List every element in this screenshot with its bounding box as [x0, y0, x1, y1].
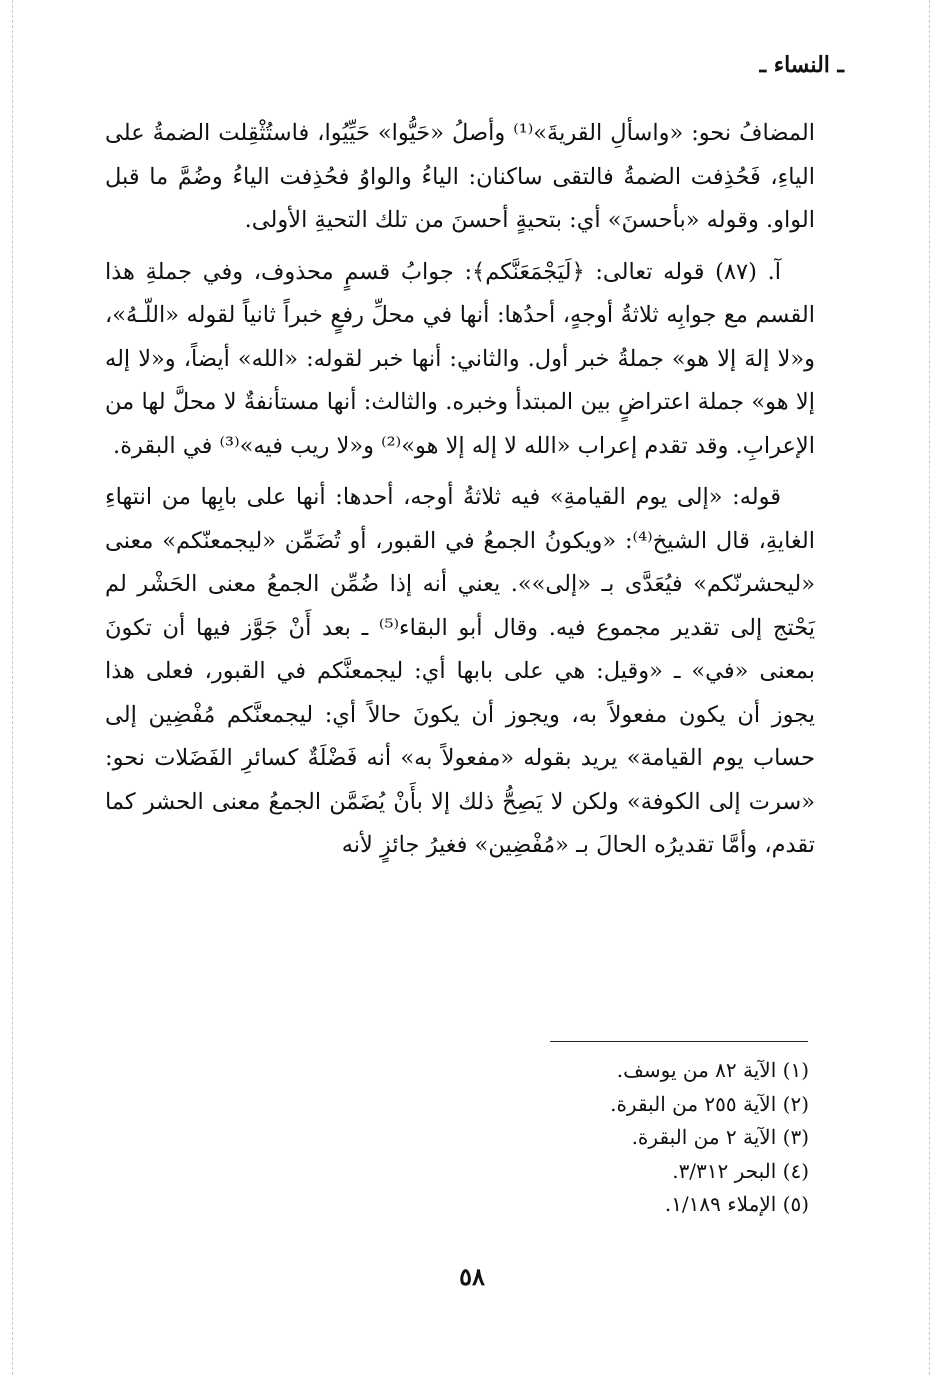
footnote-separator	[550, 1041, 808, 1042]
paragraph-3: قوله: «إلى يوم القيامةِ» فيه ثلاثةُ أوجه، أحدها: أنها على بابِها من انتهاءِ الغايةِ، قال الشيخ⁽⁴⁾: «ويكونُ الجمعُ في القبور، أو تُضَمِّن «ليجمعنّكم» معنى «ليحشرنّكم» فيُعَدَّى بـ «إلى»». يعني أنه إذا ضُمِّن الجمعُ معنى الحَشْر لم يَحْتج إلى تقدير مجموع فيه. وقال أبو البقاء⁽⁵⁾ ـ بعد أَنْ جَوَّز فيها أن تكونَ بمعنى «في» ـ «وقيل: هي على بابها أي: ليجمعنَّكم في القبور، فعلى هذا يجوز أن يكون مفعولاً به، ويجوز أن يكونَ حالاً أي: ليجمعنَّكم مُفْضِين إلى حساب يوم القيامة» يريد بقوله «مفعولاً به» أنه فَضْلَةٌ كسائرِ الفَضَلات نحو: «سرت إلى الكوفة» ولكن لا يَصِحُّ ذلك إلا بأَنْ يُضَمَّن الجمعُ معنى الحشر كما تقدم، وأمَّا تقديرُه الحالَ بـ «مُفْضِين» فغيرُ جائزٍ لأنه	[105, 484, 816, 858]
page-number: ٥٨	[459, 1262, 485, 1291]
footnote-item: (٤) البحر ٣/٣١٢.	[672, 1158, 809, 1183]
footnotes	[489, 1054, 809, 1222]
footnote-item: (١) الآية ٨٢ من يوسف.	[616, 1058, 809, 1082]
footnote-item: (٢) الآية ٢٥٥ من البقرة.	[610, 1091, 809, 1116]
left-margin-rule	[12, 0, 13, 1375]
paragraph-1: المضافُ نحو: «واسألِ القريةَ»⁽¹⁾ وأصلُ «حَيُّوا» حَيِّيُوا، فاستُثْقِلت الضمةُ على الياءِ، فَحُذِفت الضمةُ فالتقى ساكنان: الياءُ والواوُ فحُذِفت الياءُ وضُمَّ ما قبل الواو. وقوله «بأحسنَ» أي: بتحيةٍ أحسنَ من تلك التحيةِ الأولى.	[105, 120, 815, 233]
paragraph-2: آ. (٨٧) قوله تعالى: ﴿لَيَجْمَعَنَّكم﴾: جوابُ قسمٍ محذوف، وفي جملةِ هذا القسم مع جوابِه ثلاثةُ أوجهٍ، أحدُها: أنها في محلِّ رفعٍ خبراً ثانياً لقوله «اللّـهُ»، و«لا إلهَ إلا هو» جملةُ خبر أول. والثاني: أنها خبر لقوله: «الله» أيضاً، و«لا إله إلا هو» جملة اعتراضٍ بين المبتدأ وخبره. والثالث: أنها مستأنفةٌ لا محلَّ لها من الإعرابِ. وقد تقدم إعراب «الله لا إله إلا هو»⁽²⁾ و«لا ريب فيه»⁽³⁾ في البقرة.	[105, 258, 815, 459]
right-margin-rule	[929, 0, 930, 1375]
footnote-item: (٣) الآية ٢ من البقرة.	[631, 1125, 809, 1149]
body-text	[105, 112, 815, 868]
footnote-item: (٥) الإملاء ١/١٨٩.	[664, 1192, 809, 1216]
running-head: ـ النساء ـ	[759, 52, 844, 78]
